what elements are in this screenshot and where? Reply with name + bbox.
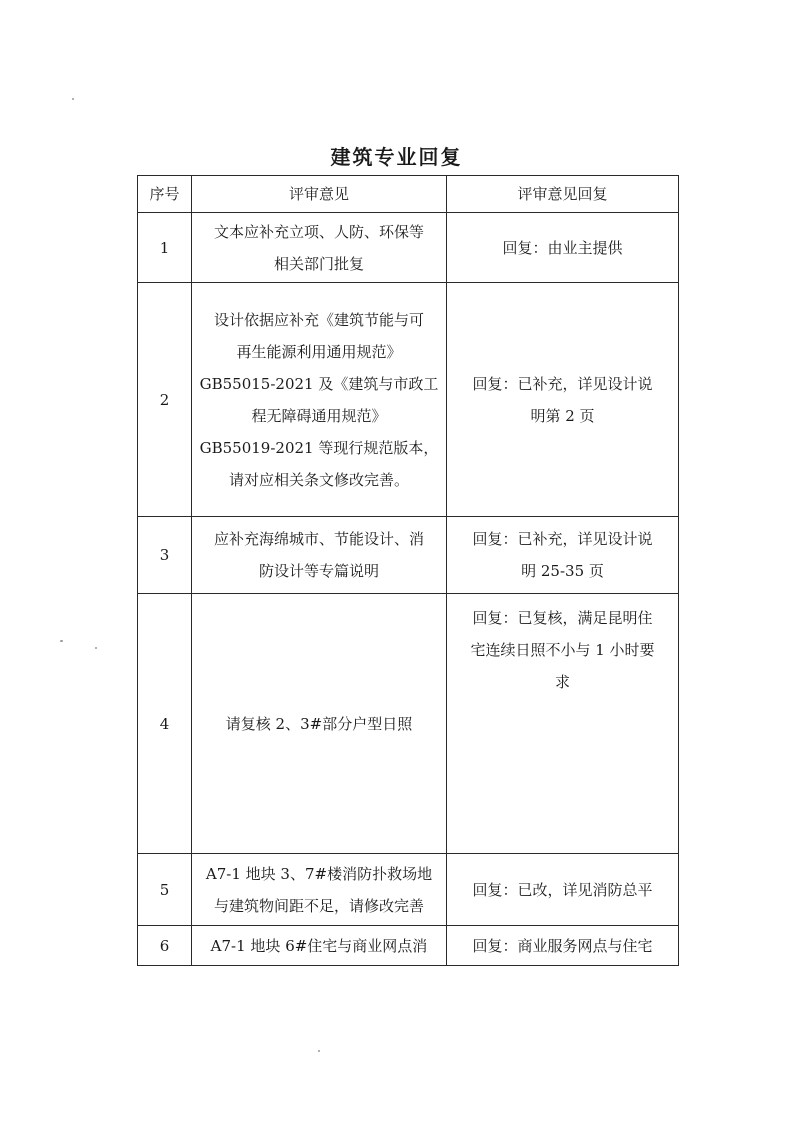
reply-line: 回复：已复核，满足昆明住 <box>472 609 653 627</box>
table-row <box>138 594 679 854</box>
row-number: 6 <box>138 926 192 966</box>
comment-line: 程无障碍通用规范》 <box>251 406 387 425</box>
table-row <box>138 213 679 283</box>
row-number: 1 <box>138 213 192 283</box>
review-reply <box>447 926 679 966</box>
review-comment <box>192 594 447 854</box>
row-number: 2 <box>138 283 192 517</box>
page-title: 建筑专业回复 <box>330 145 463 169</box>
reply-line: 回复：由业主提供 <box>502 238 623 257</box>
reply-line: 回复：已补充，详见设计说 <box>472 374 653 393</box>
review-reply <box>447 213 679 283</box>
reply-line: 回复：已改，详见消防总平 <box>472 880 653 899</box>
row-number: 5 <box>138 854 192 926</box>
scan-speck <box>318 1050 320 1052</box>
row-number: 3 <box>138 517 192 594</box>
review-reply <box>447 517 679 594</box>
row-number: 4 <box>138 594 192 854</box>
header-no: 序号 <box>138 176 192 213</box>
reply-line: 明 25-35 页 <box>521 562 604 580</box>
scan-speck <box>95 647 97 649</box>
comment-line: 与建筑物间距不足，请修改完善 <box>213 896 424 915</box>
comment-line: A7-1 地块 6#住宅与商业网点消 <box>210 936 428 955</box>
review-reply <box>447 854 679 926</box>
review-comment <box>192 213 447 283</box>
review-comment <box>192 926 447 966</box>
comment-line: 再生能源利用通用规范》 <box>236 342 402 361</box>
comment-line: 设计依据应补充《建筑节能与可 <box>213 310 424 329</box>
reply-line: 求 <box>554 673 570 691</box>
comment-line: GB55015-2021 及《建筑与市政工 <box>199 374 439 393</box>
review-table <box>137 175 679 966</box>
reply-line: 回复：商业服务网点与住宅 <box>472 936 653 955</box>
review-reply <box>447 283 679 517</box>
scan-speck <box>60 640 63 642</box>
comment-line: 请复核 2、3#部分户型日照 <box>225 714 413 733</box>
reply-line: 宅连续日照不小与 1 小时要 <box>470 641 655 659</box>
review-comment <box>192 854 447 926</box>
scan-speck <box>72 98 74 100</box>
comment-line: 防设计等专篇说明 <box>258 562 379 580</box>
review-reply <box>447 594 679 854</box>
comment-line: GB55019-2021 等现行规范版本， <box>199 438 439 457</box>
table-row <box>138 283 679 517</box>
comment-line: A7-1 地块 3、7#楼消防扑救场地 <box>205 864 433 883</box>
header-comment: 评审意见 <box>192 176 447 213</box>
reply-line: 明第 2 页 <box>530 406 595 425</box>
comment-line: 相关部门批复 <box>273 254 364 273</box>
table-row <box>138 926 679 966</box>
comment-line: 请对应相关条文修改完善。 <box>228 470 409 489</box>
table-row <box>138 517 679 594</box>
comment-line: 文本应补充立项、人防、环保等 <box>213 222 424 241</box>
review-comment <box>192 517 447 594</box>
comment-line: 应补充海绵城市、节能设计、消 <box>213 530 424 548</box>
review-comment <box>192 283 447 517</box>
header-reply: 评审意见回复 <box>447 176 679 213</box>
reply-line: 回复：已补充，详见设计说 <box>472 530 653 548</box>
table-row <box>138 854 679 926</box>
table-header-row <box>138 176 679 213</box>
